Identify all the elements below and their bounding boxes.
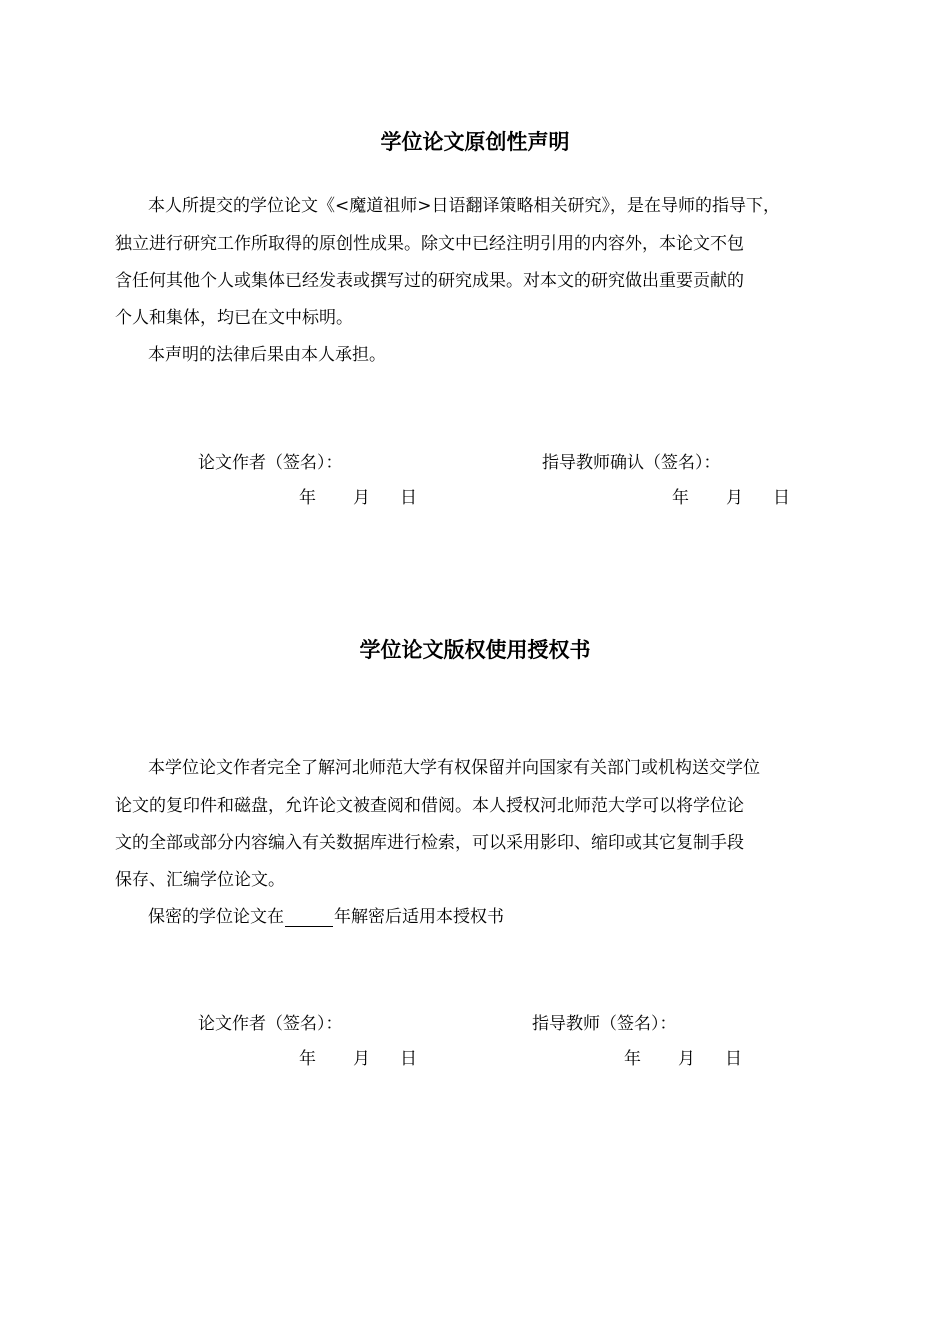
year-label: 年 <box>299 488 316 508</box>
month-label: 月 <box>353 488 370 508</box>
originality-line-4: 个人和集体，均已在文中标明。 <box>115 308 353 328</box>
originality-line-1: 本人所提交的学位论文《<魔道祖师>日语翻译策略相关研究》，是在导师的指导下， <box>148 196 780 216</box>
copyright-author-date <box>299 1044 417 1069</box>
originality-responsibility: 本声明的法律后果由本人承担。 <box>148 345 386 365</box>
secret-suffix: 年解密后适用本授权书 <box>334 907 504 927</box>
month-label: 月 <box>726 488 743 508</box>
originality-author-date <box>299 483 417 508</box>
copyright-advisor-date <box>624 1044 742 1069</box>
copyright-line-2: 论文的复印件和磁盘，允许论文被查阅和借阅。本人授权河北师范大学可以将学位论 <box>115 796 744 816</box>
originality-title: 学位论文原创性声明 <box>380 130 570 154</box>
year-label: 年 <box>672 488 689 508</box>
month-label: 月 <box>678 1049 695 1069</box>
copyright-line-3: 文的全部或部分内容编入有关数据库进行检索，可以采用影印、缩印或其它复制手段 <box>115 833 744 853</box>
copyright-advisor-signature-label: 指导教师（签名）： <box>532 1014 677 1034</box>
day-label: 日 <box>400 488 417 508</box>
year-label: 年 <box>299 1049 316 1069</box>
day-label: 日 <box>773 488 790 508</box>
secret-years-blank[interactable] <box>285 909 333 927</box>
copyright-line-4: 保存、汇编学位论文。 <box>115 870 285 890</box>
day-label: 日 <box>400 1049 417 1069</box>
copyright-title: 学位论文版权使用授权书 <box>359 638 591 662</box>
originality-author-signature-label: 论文作者（签名）： <box>198 453 343 473</box>
originality-line-3: 含任何其他个人或集体已经发表或撰写过的研究成果。对本文的研究做出重要贡献的 <box>115 271 744 291</box>
copyright-secret-line <box>148 902 504 927</box>
month-label: 月 <box>353 1049 370 1069</box>
originality-advisor-date <box>672 483 790 508</box>
year-label: 年 <box>624 1049 641 1069</box>
secret-prefix: 保密的学位论文在 <box>148 907 284 927</box>
copyright-line-1: 本学位论文作者完全了解河北师范大学有权保留并向国家有关部门或机构送交学位 <box>148 758 760 778</box>
originality-line-2: 独立进行研究工作所取得的原创性成果。除文中已经注明引用的内容外，本论文不包 <box>115 234 744 254</box>
day-label: 日 <box>725 1049 742 1069</box>
originality-advisor-signature-label: 指导教师确认（签名）： <box>542 453 721 473</box>
copyright-author-signature-label: 论文作者（签名）： <box>198 1014 343 1034</box>
